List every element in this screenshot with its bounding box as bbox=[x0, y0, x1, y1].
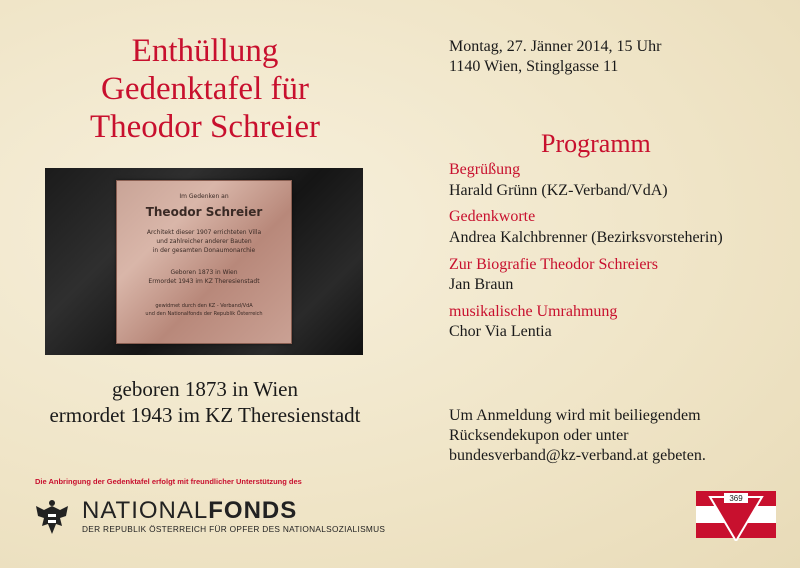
title-line-1: Enthüllung bbox=[131, 33, 279, 69]
plaque-text: Architekt dieser 1907 errichteten Villa bbox=[146, 229, 262, 236]
plaque-text: Geboren 1873 in Wien bbox=[170, 269, 238, 276]
plaque-text: in der gesamten Donaumonarchie bbox=[152, 247, 256, 254]
program-person: Chor Via Lentia bbox=[449, 323, 552, 340]
registration-email: bundesverband@kz-verband.at gebeten. bbox=[449, 447, 706, 464]
program-heading: Gedenkworte bbox=[449, 208, 536, 225]
program-heading: Zur Biografie Theodor Schreiers bbox=[449, 256, 658, 273]
plaque-text: gewidmet durch den KZ - Verband/VdA bbox=[155, 303, 253, 309]
program-heading: musikalische Umrahmung bbox=[449, 303, 618, 320]
plaque-text: Im Gedenken an bbox=[179, 193, 229, 200]
kz-verband-logo bbox=[696, 491, 776, 541]
plaque-text: und zahlreicher anderer Bauten bbox=[156, 238, 252, 245]
event-title bbox=[40, 32, 370, 146]
nationalfonds-subtitle: DER REPUBLIK ÖSTERREICH FÜR OPFER DES NATIONALSOZIALISMUS bbox=[82, 524, 386, 534]
program-person: Harald Grünn (KZ-Verband/VdA) bbox=[449, 182, 668, 199]
died-text: ermordet 1943 im KZ Theresienstadt bbox=[49, 403, 361, 427]
austrian-eagle-icon bbox=[34, 498, 70, 538]
program-person: Andrea Kalchbrenner (Bezirksvorsteherin) bbox=[449, 229, 723, 246]
plaque-text: Ermordet 1943 im KZ Theresienstadt bbox=[148, 278, 260, 285]
support-note: Die Anbringung der Gedenktafel erfolgt mit freundlicher Unterstützung des bbox=[35, 477, 302, 486]
title-line-3: Theodor Schreier bbox=[90, 109, 320, 145]
memorial-plaque bbox=[116, 180, 292, 344]
title-line-2: Gedenktafel für bbox=[101, 71, 309, 107]
bio-lines bbox=[40, 376, 370, 428]
program-heading: Begrüßung bbox=[449, 161, 521, 178]
plaque-text: und den Nationalfonds der Republik Österreich bbox=[145, 311, 263, 317]
plaque-name: Theodor Schreier bbox=[145, 205, 263, 219]
program-person: Jan Braun bbox=[449, 276, 514, 293]
plaque-photo bbox=[45, 168, 363, 355]
nationalfonds-logo-text bbox=[82, 498, 297, 524]
program-title: Programm bbox=[541, 129, 651, 158]
kz-logo-number: 369 bbox=[729, 494, 743, 503]
event-address: 1140 Wien, Stinglgasse 11 bbox=[449, 58, 619, 75]
nationalfonds-name-part1: NATIONAL bbox=[82, 497, 209, 524]
nationalfonds-name-part2: FONDS bbox=[208, 497, 298, 524]
born-text: geboren 1873 in Wien bbox=[112, 377, 298, 401]
event-date: Montag, 27. Jänner 2014, 15 Uhr bbox=[449, 38, 662, 55]
registration-line: Rücksendekupon oder unter bbox=[449, 427, 629, 444]
registration-line: Um Anmeldung wird mit beiliegendem bbox=[449, 407, 701, 424]
